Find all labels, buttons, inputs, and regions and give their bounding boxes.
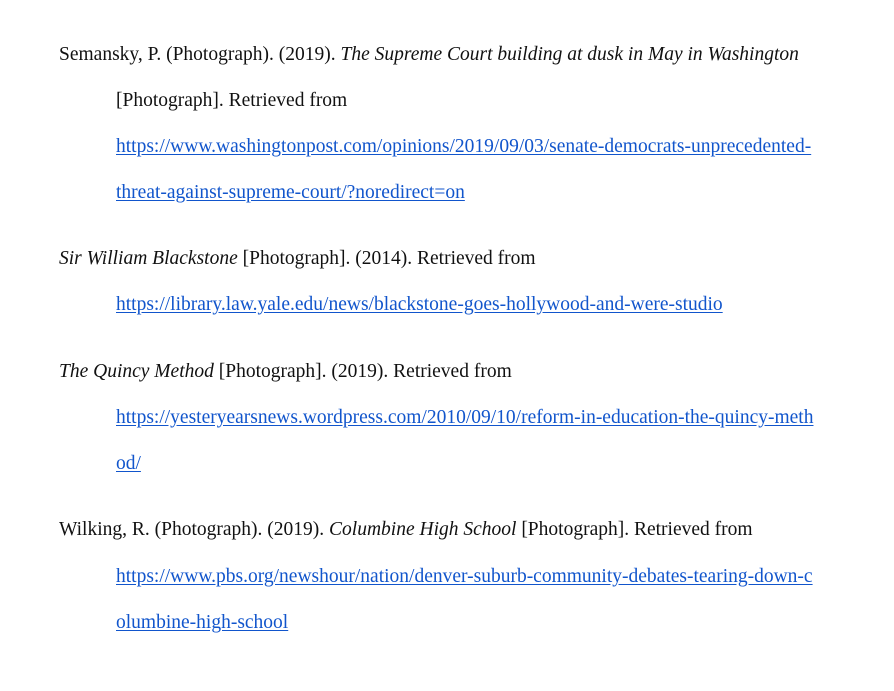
reference-3-first-line bbox=[59, 360, 512, 384]
reference-1-second-line: [Photograph]. Retrieved from bbox=[116, 90, 348, 111]
reference-4-url-line-1[interactable]: https://www.pbs.org/newshour/nation/denver-suburb-community-debates-tearing-down-c bbox=[116, 566, 813, 587]
reference-4-after-title: [Photograph]. Retrieved from bbox=[516, 519, 753, 540]
reference-1-first-line bbox=[59, 43, 799, 67]
reference-1-url-line-1[interactable]: https://www.washingtonpost.com/opinions/2019/09/03/senate-democrats-unprecedented- bbox=[116, 136, 812, 157]
reference-3-after-title: [Photograph]. (2019). Retrieved from bbox=[213, 361, 512, 382]
reference-4-author: Wilking, R. (Photograph). (2019). bbox=[59, 519, 330, 540]
reference-3-url-line-1[interactable]: https://yesteryearsnews.wordpress.com/2010/09/10/reform-in-education-the-quincy-meth bbox=[116, 407, 814, 428]
reference-2-title: Sir William Blackstone bbox=[59, 248, 238, 269]
reference-4-first-line bbox=[59, 518, 753, 542]
reference-4-title: Columbine High School bbox=[329, 519, 517, 540]
reference-1-url-line-2[interactable]: threat-against-supreme-court/?noredirect=on bbox=[116, 182, 465, 203]
reference-1-author: Semansky, P. (Photograph). (2019). bbox=[59, 44, 341, 65]
reference-2-after-title: [Photograph]. (2014). Retrieved from bbox=[237, 248, 536, 269]
reference-2-first-line bbox=[59, 247, 536, 271]
reference-2-url-line-1[interactable]: https://library.law.yale.edu/news/blackstone-goes-hollywood-and-were-studio bbox=[116, 294, 723, 315]
reference-4-url-line-2[interactable]: olumbine-high-school bbox=[116, 612, 289, 633]
reference-3-title: The Quincy Method bbox=[59, 361, 214, 382]
reference-1-title: The Supreme Court building at dusk in May in Washington bbox=[340, 44, 799, 65]
reference-3-url-line-2[interactable]: od/ bbox=[116, 453, 141, 474]
